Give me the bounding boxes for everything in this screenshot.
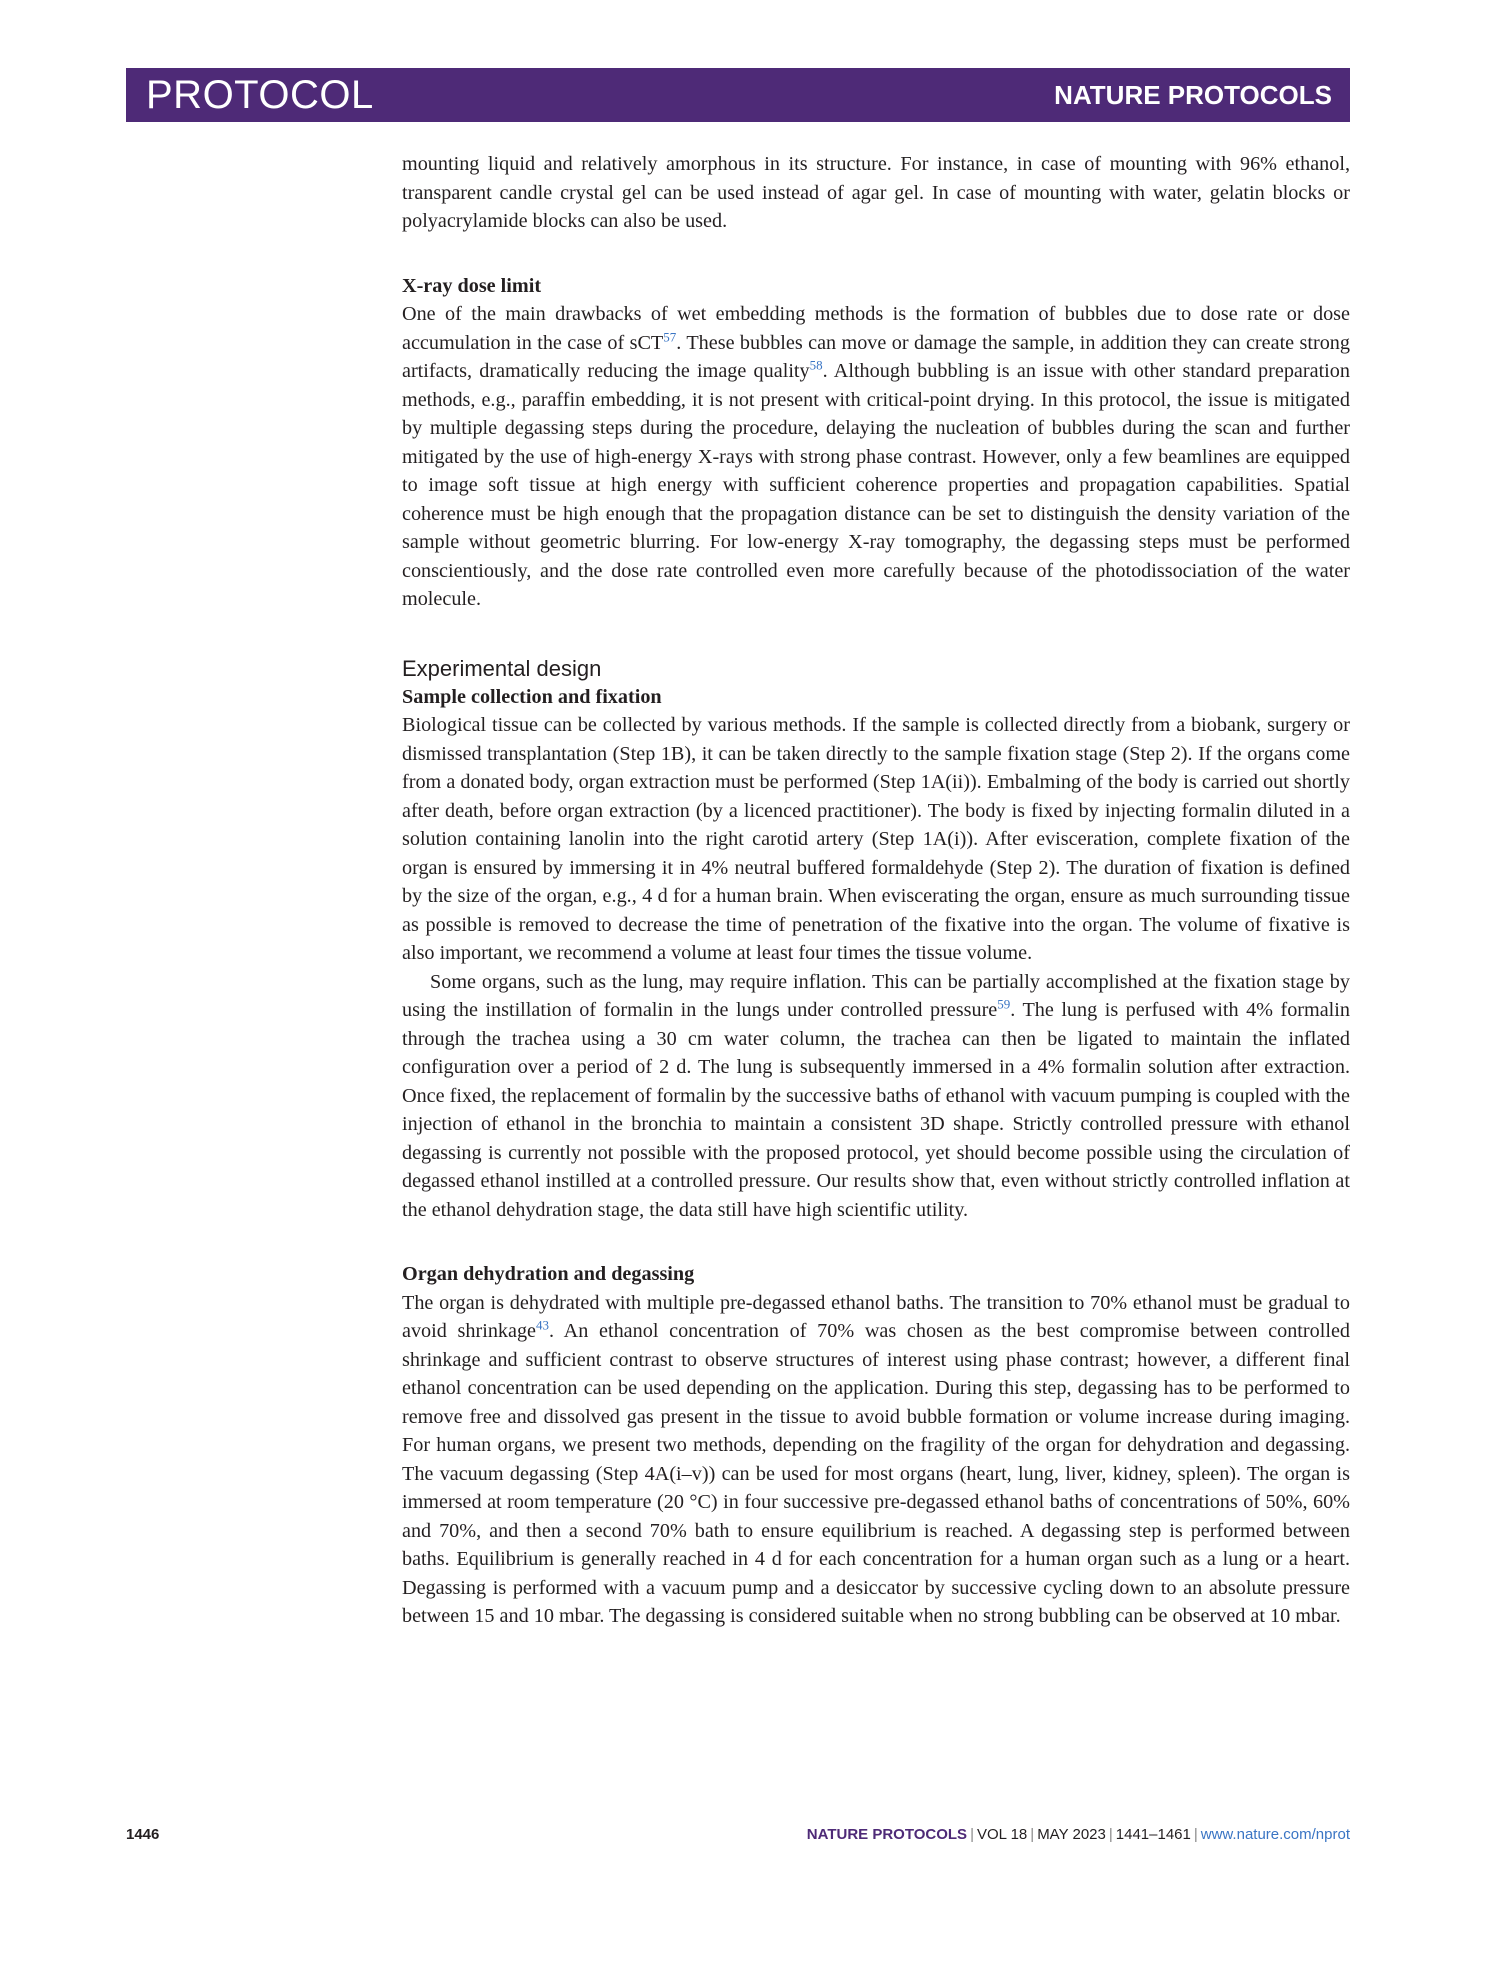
page-number: 1446 [126, 1826, 160, 1843]
journal-citation: NATURE PROTOCOLS | VOL 18 | MAY 2023 | 1441–1461 | www.nature.com/nprot [806, 1826, 1350, 1843]
xray-text-b: . These bubbles can move or damage the sample, in addition they can create strong artifacts, dramatically reducing the image quality [402, 331, 1350, 382]
organ-text-b: . An ethanol concentration of 70% was chosen as the best compromise between controlled shrinkage and sufficient contrast to observe structures of interest using phase contrast; however, a different final ethanol concentration can be used depending on the application. During this step, degassing has to be performed to remove free and dissolved gas present in the tissue to avoid bubble formation or volume increase during imaging. For human organs, we present two methods, depending on the fragility of the organ for dehydration and degassing. The vacuum degassing (Step 4A(i–v)) can be used for most organs (heart, lung, liver, kidney, spleen). The organ is immersed at room temperature (20 °C) in four successive pre-degassed ethanol baths of concentrations of 50%, 60% and 70%, and then a second 70% bath to ensure equilibrium is reached. A degassing step is performed between baths. Equilibrium is generally reached in 4 d for each concentration for a human organ such as a lung or a heart. Degassing is performed with a vacuum pump and a desiccator by successive cycling down to an absolute pressure between 15 and 10 mbar. The degassing is considered suitable when no strong bubbling can be observed at 10 mbar. [402, 1320, 1351, 1627]
article-type-label: PROTOCOL [146, 73, 374, 117]
intro-paragraph: mounting liquid and relatively amorphous in its structure. For instance, in case of mounting with 96% ethanol, transparent candle crystal gel can be used instead of agar gel. In case of mounting with water, gelatin blocks or polyacrylamide blocks can also be used. [402, 153, 1350, 232]
section-title-experimental-design: Experimental design [402, 655, 602, 681]
footer-volume: VOL 18 [976, 1826, 1028, 1843]
sample-paragraph-1: Biological tissue can be collected by various methods. If the sample is collected directly from a biobank, surgery or dismissed transplantation (Step 1B), it can be taken directly to the sample fixation stage (Step 2). If the organs come from a donated body, organ extraction must be performed (Step 1A(ii)). Embalming of the body is carried out shortly after death, before organ extraction (by a licenced practitioner). The body is fixed by injecting formalin diluted in a solution containing lanolin into the right carotid artery (Step 1A(i)). After evisceration, complete fixation of the organ is ensured by immersing it in 4% neutral buffered formaldehyde (Step 2). The duration of fixation is defined by the size of the organ, e.g., 4 d for a human brain. When eviscerating the organ, ensure as much surrounding tissue as possible is removed to decrease the time of penetration of the fixative into the organ. The volume of fixative is also important, we recommend a volume at least four times the tissue volume. [402, 714, 1350, 964]
header-bar [126, 68, 1350, 122]
footer-date: MAY 2023 [1037, 1826, 1106, 1843]
organ-text-a: The organ is dehydrated with multiple pre-degassed ethanol baths. The transition to 70% ethanol must be gradual to avoid shrinkage [402, 1291, 1350, 1342]
reference-link-59[interactable]: 59 [997, 996, 1011, 1012]
article-body [402, 150, 1350, 1631]
xray-heading: X-ray dose limit [402, 274, 542, 297]
footer-journal-name: NATURE PROTOCOLS [806, 1826, 968, 1843]
sample-text-b: . The lung is perfused with 4% formalin through the trachea using a 30 cm water column, the trachea can then be ligated to maintain the inflated configuration over a period of 2 d. The lung is subsequently immersed in a 4% formalin solution after extraction. Once fixed, the replacement of formalin by the successive baths of ethanol with vacuum pumping is coupled with the injection of ethanol in the bronchia to maintain a consistent 3D shape. Strictly controlled pressure with ethanol degassing is currently not possible with the proposed protocol, yet should become possible using the circulation of degassed ethanol instilled at a controlled pressure. Our results show that, even without strictly controlled inflation at the ethanol dehydration stage, the data still have high scientific utility. [402, 999, 1350, 1221]
sample-paragraph-2 [402, 968, 1350, 1225]
journal-name-label: NATURE PROTOCOLS [1054, 80, 1332, 110]
reference-link-57[interactable]: 57 [663, 328, 677, 344]
xray-text-a: One of the main drawbacks of wet embedding methods is the formation of bubbles due to dose rate or dose accumulation in the case of sCT [402, 303, 1350, 354]
xray-text-c: . Although bubbling is an issue with other standard preparation methods, e.g., paraffin embedding, it is not present with critical-point drying. In this protocol, the issue is mitigated by multiple degassing steps during the procedure, delaying the nucleation of bubbles during the scan and further mitigated by the use of high-energy X-rays with strong phase contrast. However, only a few beamlines are equipped to image soft tissue at high energy with sufficient coherence properties and propagation capabilities. Spatial coherence must be high enough that the propagation distance can be set to distinguish the density variation of the sample without geometric blurring. For low-energy X-ray tomography, the degassing steps must be performed conscientiously, and the dose rate controlled even more carefully because of the photodissociation of the water molecule. [402, 360, 1350, 610]
organ-paragraph [402, 1289, 1350, 1631]
footer-pages: 1441–1461 [1115, 1826, 1191, 1843]
sample-heading: Sample collection and fixation [402, 685, 662, 708]
xray-paragraph [402, 300, 1350, 614]
footer-url-link[interactable]: www.nature.com/nprot [1200, 1826, 1350, 1843]
reference-link-58[interactable]: 58 [809, 357, 823, 373]
reference-link-43[interactable]: 43 [536, 1317, 550, 1333]
organ-heading: Organ dehydration and degassing [402, 1263, 695, 1285]
sample-text-a: Some organs, such as the lung, may require inflation. This can be partially accomplished at the fixation stage by using the instillation of formalin in the lungs under controlled pressure [402, 970, 1350, 1021]
page-footer [126, 1826, 1350, 1850]
